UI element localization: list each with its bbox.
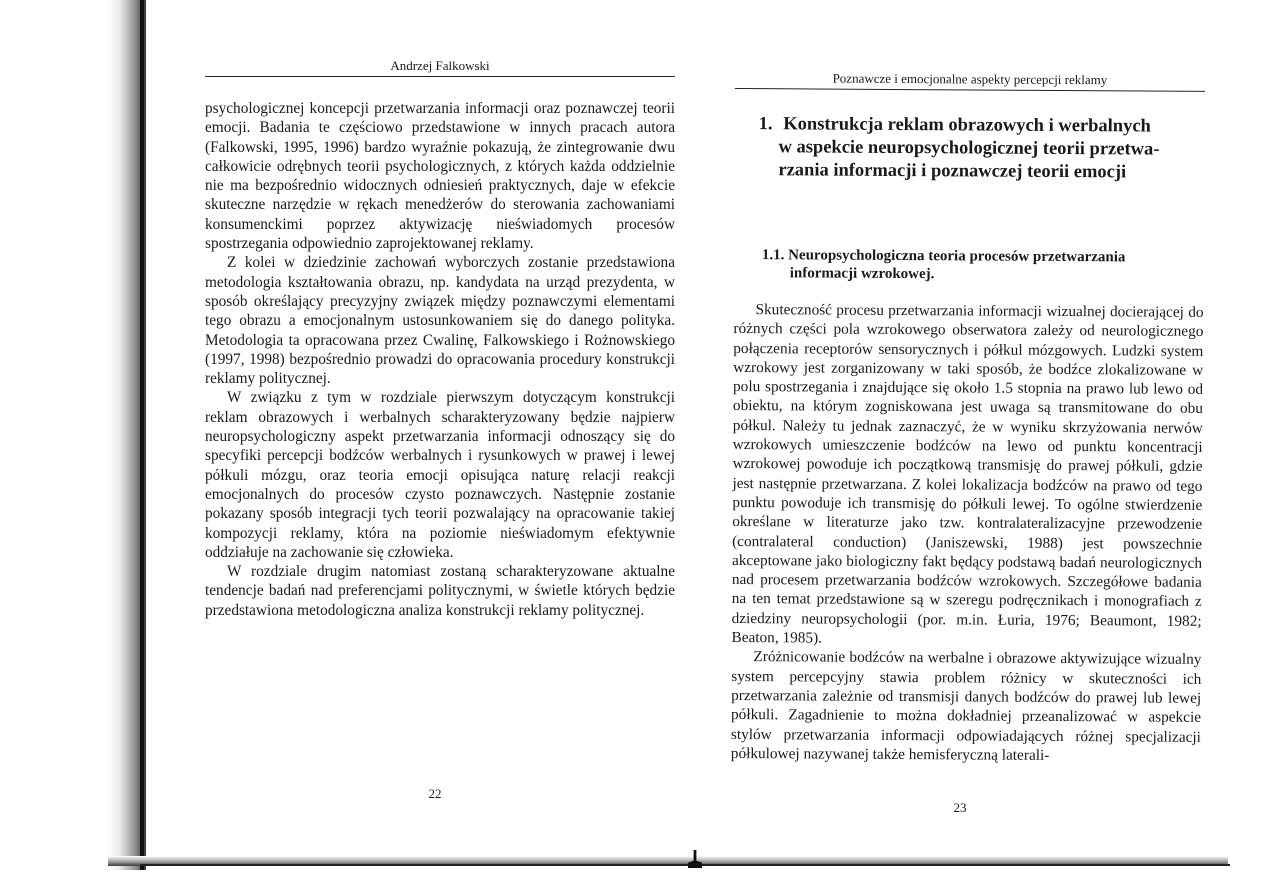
bottom-edge-line <box>140 864 1230 866</box>
chapter-title-line-2: w aspekcie neuropsychologicznej teorii przetwa- <box>778 137 1160 160</box>
right-page <box>731 70 1205 766</box>
right-body-text <box>731 300 1204 766</box>
binding-edge <box>140 0 144 870</box>
left-paragraph-3: W związku z tym w rozdziale pierwszym dotyczącym konstrukcji reklam obrazowych i werbalnych scharakteryzowany będzie najpierw neuropsychologiczny aspekt przetwarzania informacji odnoszący się do specyfiki percepcji bodźców werbalnych i rysunkowych w prawej i lewej półkuli mózgu, oraz teoria emocji opisująca naturę relacji reakcji emocjonalnych do procesów czysto poznawczych. Następnie zostanie pokazany sposób integracji tych teorii pozwalający na opracowanie takiej kompozycji reklamy, która na poziomie nieświadomym efektywnie oddziałuje na zachowanie się człowieka. <box>205 389 675 561</box>
right-page-number: 23 <box>953 800 967 815</box>
section-title-line-1: Neuropsychologiczna teoria procesów przetwarzania <box>788 247 1126 266</box>
left-running-head: Andrzej Falkowski <box>205 58 675 77</box>
left-paragraph-1: psychologicznej koncepcji przetwarzania informacji oraz poznawczej teorii emocji. Badania te częściowo przedstawione w innych pracach autora (Falkowski, 1995, 1996) bardzo wyraźnie pokazują, że zintegrowanie dwu całkowicie odrębnych teorii psychologicznych, z których każda oddzielnie nie ma bezpośrednio widocznych odniesień praktycznych, daje w efekcie skuteczne narzędzie w rękach menedżerów do sterowania zachowaniami konsumenckimi poprzez aktywizację nieświadomych procesów spostrzegania odpowiednio zaprojektowanej reklamy. <box>205 100 675 253</box>
left-body-text <box>205 99 675 620</box>
chapter-title-line-1: Konstrukcja reklam obrazowych i werbalnych <box>783 114 1151 137</box>
right-running-head: Poznawcze i emocjonalne aspekty percepcji reklamy <box>735 70 1205 92</box>
chapter-number: 1. <box>758 114 773 135</box>
section-title <box>762 246 1204 285</box>
chapter-title <box>758 113 1204 185</box>
chapter-title-line-3: rzania informacji i poznawczej teorii emocji <box>778 160 1127 183</box>
right-paragraph-1: Skuteczność procesu przetwarzania informacji wizualnej docierającej do różnych części pola wzrokowego obserwatora zależy od neurologicznego połączenia receptorów sensorycznych i półkul mózgowych. Ludzki system wzrokowy jest zorganizowany w taki sposób, że bodźce zlokalizowane w polu spostrzegania i znajdujące się około 1.5 stopnia na prawo lub lewo od obiektu, na którym zogniskowana jest uwaga są transmitowane do obu półkul. Należy tu jednak zaznaczyć, że w wyniku skrzyżowania nerwów wzrokowych umieszczenie bodźców na lewo od punktu koncentracji wzrokowej powoduje ich początkową transmisję do prawej półkuli, gdzie jest następnie przetwarzana. Z kolei lokalizacja bodźców na prawo od tego punktu powoduje ich transmisję do półkuli lewej. To ogólne stwierdzenie określane w literaturze jako tzw. kontralateralizacyjne przewodzenie (contralateral conduction) (Janiszewski, 1988) jest powszechnie akceptowane jako biologiczny fakt będący podstawą badań neurologicznych nad procesem przetwarzania bodźców wzrokowych. Szczegółowe badania na ten temat przedstawione są w szeregu podręcznikach i monografiach z dziedziny neuropsychologii (por. m.in. Łuria, 1976; Beaumont, 1982; Beaton, 1985). <box>731 301 1204 647</box>
right-paragraph-2: Zróżnicowanie bodźców na werbalne i obrazowe aktywizujące wizualny system percepcyjny stawia problem różnicy w skuteczności ich przetwarzania zależnie od transmisji danych bodźców do prawej lub lewej półkuli. Zagadnienie to można dokładniej przeanalizować w aspekcie stylów przetwarzania informacji odpowiadających różnej specjalizacji półkulowej nazywanej także hemisferyczną laterali- <box>730 648 1202 764</box>
section-number: 1.1. <box>761 247 785 264</box>
left-paragraph-4: W rozdziale drugim natomiast zostaną scharakteryzowane aktualne tendencje badań nad preferencjami politycznymi, w świetle których będzie przedstawiona metodologiczna analiza konstrukcji reklamy politycznej. <box>205 563 675 619</box>
left-page <box>205 58 675 620</box>
left-page-number: 22 <box>428 786 442 801</box>
left-paragraph-2: Z kolei w dziedzinie zachowań wyborczych zostanie przedstawiona metodologia kształtowania obrazu, np. kandydata na urząd prezydenta, w sposób określający precyzyjny związek między poznawczymi elementami tego obrazu a emocjonalnym ustosunkowaniem się do danego polityka. Metodologia ta opracowana przez Cwalinę, Falkowskiego i Rożnowskiego (1997, 1998) bezpośrednio prowadzi do opracowania procedury konstrukcji reklamy politycznej. <box>205 254 675 388</box>
section-title-line-2: informacji wzrokowej. <box>789 265 935 283</box>
